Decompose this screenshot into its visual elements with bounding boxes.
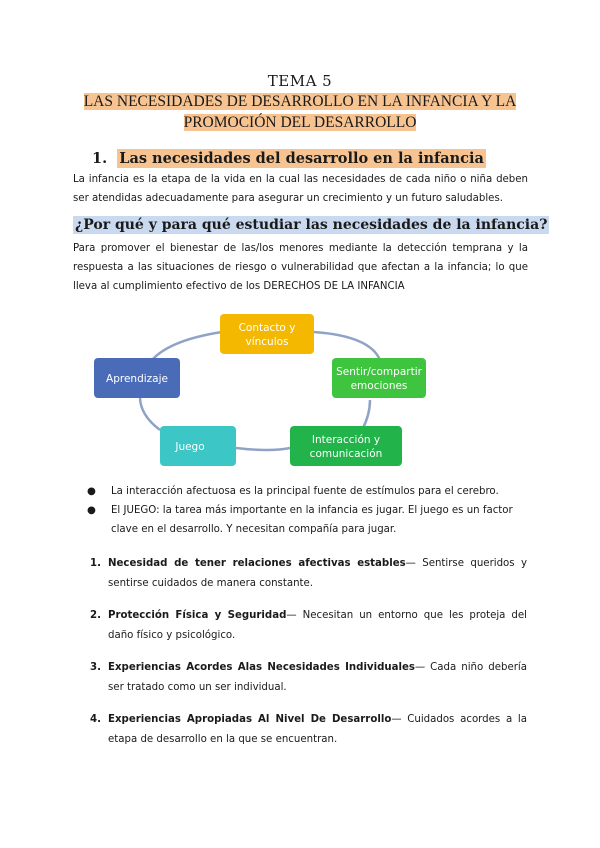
needs-cycle-diagram — [80, 300, 520, 480]
arc-aprendizaje-contacto — [152, 332, 222, 360]
section1-heading-text: Las necesidades del desarrollo en la infancia — [119, 150, 484, 167]
node-sentir-line1: Sentir/compartir — [336, 366, 422, 378]
node-sentir-line2: emociones — [350, 380, 408, 392]
need-title: Experiencias Acordes Alas Necesidades Individuales — [108, 662, 415, 673]
need-number: 1. — [90, 558, 101, 569]
cycle-diagram-svg — [80, 300, 520, 480]
need-item-1 — [90, 554, 527, 593]
node-aprendizaje — [94, 358, 180, 398]
node-sentir-emociones — [332, 358, 426, 398]
node-interaccion-line2: comunicación — [309, 448, 383, 460]
node-contacto-box — [220, 314, 314, 354]
node-interaccion-comunicacion — [290, 426, 402, 466]
need-title: Experiencias Apropiadas Al Nivel De Desarrollo — [108, 714, 392, 725]
bullet-item — [85, 501, 530, 539]
node-interaccion-box — [290, 426, 402, 466]
title-line-2: PROMOCIÓN DEL DESARROLLO — [183, 114, 417, 131]
node-sentir-box — [332, 358, 426, 398]
arc-interaccion-juego — [236, 448, 290, 450]
bullet-text: La interacción afectuosa es la principal fuente de estímulos para el cerebro. — [111, 486, 499, 497]
node-interaccion-line1: Interacción y — [311, 434, 381, 446]
arc-sentir-interaccion — [362, 400, 370, 430]
node-aprendizaje-label: Aprendizaje — [106, 373, 168, 385]
need-number: 2. — [90, 610, 101, 621]
node-juego-label: Juego — [175, 441, 205, 453]
bullet-dot-icon: ● — [87, 505, 96, 516]
node-contacto-vinculos — [220, 314, 314, 354]
section2-paragraph: Para promover el bienestar de las/los menores mediante la detección temprana y la respuesta a las situaciones de riesgo o vulnerabilidad que afectan a la infancia; lo que lleva al cumplimiento efectivo de los DERECHOS DE LA INFANCIA — [73, 243, 528, 292]
title-line-1: LAS NECESIDADES DE DESARROLLO EN LA INFANCIA Y LA — [83, 93, 517, 110]
need-text: — Sentirse queridos y sentirse cuidados de manera constante. — [108, 558, 527, 589]
need-title: Necesidad de tener relaciones afectivas estables — [108, 558, 406, 569]
bullet-text: El JUEGO: la tarea más importante en la infancia es jugar. El juego es un factor clave en el desarrollo. Y necesitan compañía para jugar. — [111, 505, 513, 535]
section1-heading — [92, 150, 486, 167]
bullet-list — [85, 482, 530, 539]
need-text: — Cada niño debería ser tratado como un ser individual. — [108, 662, 527, 693]
need-text: — Cuidados acordes a la etapa de desarrollo en la que se encuentran. — [108, 714, 528, 745]
need-item-3 — [90, 658, 527, 697]
need-number: 3. — [90, 662, 101, 673]
bullet-dot-icon: ● — [87, 486, 96, 497]
section1-paragraph: La infancia es la etapa de la vida en la cual las necesidades de cada niño o niña deben ser atendidas adecuadamente para asegurar un crecimiento y un futuro saludables. — [73, 174, 528, 204]
node-contacto-line1: Contacto y — [238, 322, 296, 334]
need-title: Protección Física y Seguridad — [108, 610, 287, 621]
node-contacto-line2: vínculos — [245, 336, 289, 348]
section2-heading: ¿Por qué y para qué estudiar las necesidades de la infancia? — [75, 217, 548, 233]
node-juego — [160, 426, 236, 466]
arc-contacto-sentir — [314, 332, 380, 360]
need-text: — Necesitan un entorno que les proteja del daño físico y psicológico. — [108, 610, 527, 641]
document-title — [60, 91, 540, 133]
need-number: 4. — [90, 714, 101, 725]
need-item-2 — [90, 606, 527, 645]
need-item-4 — [90, 710, 527, 749]
bullet-item — [85, 482, 530, 501]
document-tema: TEMA 5 — [267, 72, 333, 90]
arc-juego-aprendizaje — [140, 397, 160, 430]
section1-number: 1. — [92, 150, 108, 167]
